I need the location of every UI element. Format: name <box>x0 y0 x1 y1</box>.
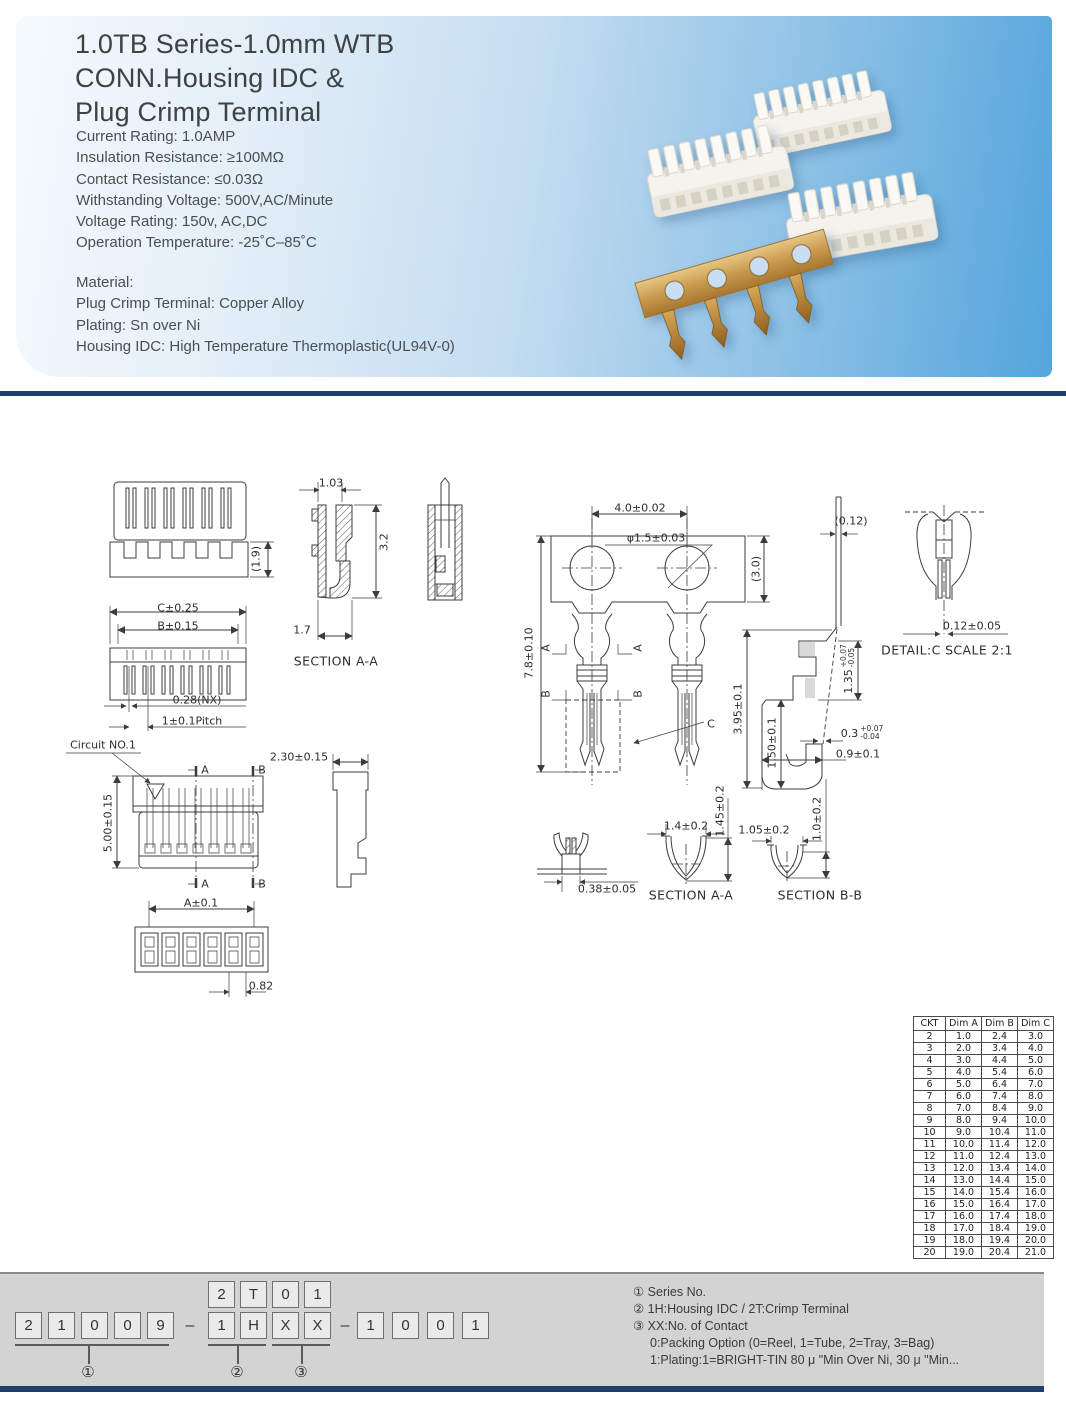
spec-line-5: Operation Temperature: -25˚C–85˚C <box>76 234 317 252</box>
table-row <box>914 1115 1054 1127</box>
dim-label: 0.82 <box>248 979 274 993</box>
spec-line-4: Voltage Rating: 150v, AC,DC <box>76 213 268 231</box>
table-cell: 11.0 <box>946 1151 982 1163</box>
table-row <box>914 1067 1054 1079</box>
table-cell: 12.0 <box>1018 1139 1054 1151</box>
table-cell: 7 <box>914 1091 946 1103</box>
table-row <box>914 1223 1054 1235</box>
material-line-3: Housing IDC: High Temperature Thermoplastic(UL94V-0) <box>76 337 455 355</box>
table-cell: 18.0 <box>946 1235 982 1247</box>
table-cell: 16 <box>914 1199 946 1211</box>
table-row <box>914 1175 1054 1187</box>
dim-label: SECTION A-A <box>293 653 379 669</box>
table-cell: 11.4 <box>982 1139 1018 1151</box>
table-cell: 8.0 <box>1018 1091 1054 1103</box>
table-header-ckt: CKT <box>914 1017 946 1031</box>
title-line-0: 1.0TB Series-1.0mm WTB <box>75 29 395 59</box>
part-number-box-group2-0: 1 <box>208 1312 235 1339</box>
drawing-terminal-cross-section <box>428 478 462 600</box>
table-cell: 9.0 <box>1018 1103 1054 1115</box>
table-row <box>914 1163 1054 1175</box>
dim-label: 3.2 <box>377 533 391 551</box>
table-cell: 13.0 <box>1018 1151 1054 1163</box>
table-header-dim-b: Dim B <box>982 1017 1018 1031</box>
table-header-dim-a: Dim A <box>946 1017 982 1031</box>
dim-label: 0.38±0.05 <box>577 882 637 896</box>
dim-label: C <box>707 717 715 731</box>
dim-label: 3.95±0.1 <box>731 683 745 735</box>
dim-label: 1.50±0.1 <box>765 717 779 769</box>
table-cell: 10.0 <box>946 1139 982 1151</box>
table-row <box>914 1199 1054 1211</box>
drawing-detail-c <box>903 505 1008 634</box>
table-cell: 11.0 <box>1018 1127 1054 1139</box>
spec-line-2: Contact Resistance: ≤0.03Ω <box>76 170 264 188</box>
callout-leader-3 <box>301 1346 303 1364</box>
part-number-box-group2-2: X <box>272 1312 299 1339</box>
dim-label-tolerance: 1.35 +0.07 -0.05 <box>839 644 856 694</box>
table-cell: 7.4 <box>982 1091 1018 1103</box>
table-cell: 3 <box>914 1043 946 1055</box>
table-row <box>914 1247 1054 1259</box>
table-cell: 20.0 <box>1018 1235 1054 1247</box>
table-cell: 10 <box>914 1127 946 1139</box>
table-cell: 12.0 <box>946 1163 982 1175</box>
table-cell: 17.0 <box>946 1223 982 1235</box>
table-cell: 16.4 <box>982 1199 1018 1211</box>
spec-line-0: Current Rating: 1.0AMP <box>76 128 236 145</box>
table-cell: 15.0 <box>946 1199 982 1211</box>
table-row <box>914 1187 1054 1199</box>
drawing-carrier-strip <box>536 506 770 785</box>
table-cell: 4.4 <box>982 1055 1018 1067</box>
part-number-box-top_row-1: T <box>240 1281 267 1308</box>
table-cell: 11 <box>914 1139 946 1151</box>
dim-label: A <box>201 877 209 891</box>
dim-label: φ1.5±0.03 <box>626 531 686 545</box>
table-cell: 17.0 <box>1018 1199 1054 1211</box>
title-line-2: Plug Crimp Terminal <box>75 97 322 127</box>
dim-label: 7.8±0.10 <box>522 627 536 679</box>
dim-label: B±0.15 <box>157 619 199 633</box>
table-cell: 4.0 <box>946 1067 982 1079</box>
dim-label: 1.45±0.2 <box>713 785 727 837</box>
table-cell: 19 <box>914 1235 946 1247</box>
dim-label: (0.12) <box>834 514 868 528</box>
dim-label: 1.0±0.2 <box>810 796 824 842</box>
table-cell: 20 <box>914 1247 946 1259</box>
material-line-0: Material: <box>76 274 134 291</box>
table-cell: 20.4 <box>982 1247 1018 1259</box>
dim-label: 1.03 <box>318 476 344 490</box>
callout-number-2: ② <box>230 1363 244 1381</box>
part-number-separator: – <box>340 1317 350 1334</box>
dim-label: 0.9±0.1 <box>835 747 881 761</box>
dim-label: B <box>539 690 553 698</box>
table-cell: 16.0 <box>1018 1187 1054 1199</box>
table-cell: 8 <box>914 1103 946 1115</box>
dim-label: A±0.1 <box>183 896 219 910</box>
table-cell: 21.0 <box>1018 1247 1054 1259</box>
table-cell: 6.0 <box>1018 1067 1054 1079</box>
dim-label: C±0.25 <box>157 601 199 615</box>
table-cell: 16.0 <box>946 1211 982 1223</box>
table-cell: 14.0 <box>1018 1163 1054 1175</box>
dim-label: A <box>631 644 645 652</box>
table-cell: 12.4 <box>982 1151 1018 1163</box>
table-cell: 14.0 <box>946 1187 982 1199</box>
dim-label: Circuit NO.1 <box>70 738 136 752</box>
dim-label: 1.4±0.2 <box>663 819 709 833</box>
table-cell: 9.0 <box>946 1127 982 1139</box>
table-cell: 15.4 <box>982 1187 1018 1199</box>
table-cell: 19.0 <box>1018 1223 1054 1235</box>
table-cell: 6.0 <box>946 1091 982 1103</box>
dim-label: 2.30±0.15 <box>269 750 329 764</box>
dim-label: 5.00±0.15 <box>101 793 115 853</box>
part-number-box-top_row-0: 2 <box>208 1281 235 1308</box>
table-cell: 5.0 <box>1018 1055 1054 1067</box>
table-row <box>914 1211 1054 1223</box>
footer-bar <box>0 1386 1044 1392</box>
table-cell: 4 <box>914 1055 946 1067</box>
dim-label: (3.0) <box>749 555 763 583</box>
table-cell: 17 <box>914 1211 946 1223</box>
table-cell: 17.4 <box>982 1211 1018 1223</box>
part-number-box-group2-1: H <box>240 1312 267 1339</box>
part-number-legend <box>633 1284 959 1369</box>
table-cell: 19.0 <box>946 1247 982 1259</box>
material-line-2: Plating: Sn over Ni <box>76 316 201 334</box>
dim-label: B <box>258 763 266 777</box>
table-row <box>914 1031 1054 1043</box>
table-row <box>914 1043 1054 1055</box>
legend-line-3: 0:Packing Option (0=Reel, 1=Tube, 2=Tray, 3=Bag) <box>650 1336 935 1350</box>
table-cell: 18.4 <box>982 1223 1018 1235</box>
table-cell: 5 <box>914 1067 946 1079</box>
dim-label: (1.9) <box>249 545 263 573</box>
table-cell: 18 <box>914 1223 946 1235</box>
dim-label: 1±0.1Pitch <box>161 714 223 728</box>
table-cell: 2.4 <box>982 1031 1018 1043</box>
table-cell: 15 <box>914 1187 946 1199</box>
part-number-separator: – <box>185 1317 195 1334</box>
table-header-dim-c: Dim C <box>1018 1017 1054 1031</box>
callout-leader-2 <box>237 1346 239 1364</box>
table-cell: 18.0 <box>1018 1211 1054 1223</box>
part-number-box-top_row-3: 1 <box>304 1281 331 1308</box>
callout-leader-1 <box>88 1346 90 1364</box>
callout-number-1: ① <box>81 1363 95 1381</box>
part-number-box-group1-3: 0 <box>114 1312 141 1339</box>
dim-label: 0.28(NX) <box>172 693 222 707</box>
table-cell: 6.4 <box>982 1079 1018 1091</box>
dim-label-tolerance: 0.3 +0.07 -0.04 <box>840 724 884 741</box>
material-line-1: Plug Crimp Terminal: Copper Alloy <box>76 295 305 313</box>
dim-label: A <box>539 644 553 652</box>
table-cell: 3.4 <box>982 1043 1018 1055</box>
table-cell: 14.4 <box>982 1175 1018 1187</box>
table-cell: 6 <box>914 1079 946 1091</box>
table-cell: 2.0 <box>946 1043 982 1055</box>
table-cell: 10.0 <box>1018 1115 1054 1127</box>
table-cell: 13.4 <box>982 1163 1018 1175</box>
part-number-box-group3-1: 0 <box>392 1312 419 1339</box>
table-cell: 3.0 <box>1018 1031 1054 1043</box>
callout-number-3: ③ <box>294 1363 308 1381</box>
dim-label: SECTION A-A <box>648 887 734 903</box>
dim-label: A <box>201 763 209 777</box>
table-row <box>914 1139 1054 1151</box>
part-number-box-group1-4: 9 <box>147 1312 174 1339</box>
spec-line-1: Insulation Resistance: ≥100MΩ <box>76 149 284 167</box>
legend-line-1: ② 1H:Housing IDC / 2T:Crimp Terminal <box>633 1302 849 1316</box>
part-number-box-group1-1: 1 <box>48 1312 75 1339</box>
table-cell: 3.0 <box>946 1055 982 1067</box>
drawing-section-bb-small <box>752 836 830 882</box>
table-cell: 9.4 <box>982 1115 1018 1127</box>
table-cell: 5.4 <box>982 1067 1018 1079</box>
title-line-1: CONN.Housing IDC & <box>75 63 345 93</box>
part-number-box-top_row-2: 0 <box>272 1281 299 1308</box>
table-cell: 13.0 <box>946 1175 982 1187</box>
dim-label: 4.0±0.02 <box>614 501 666 515</box>
table-row <box>914 1091 1054 1103</box>
part-number-box-group2-3: X <box>304 1312 331 1339</box>
part-number-box-group3-0: 1 <box>357 1312 384 1339</box>
legend-line-4: 1:Plating:1=BRIGHT-TIN 80 μ "Min Over Ni, 30 μ "Min... <box>650 1353 960 1367</box>
table-cell: 7.0 <box>946 1103 982 1115</box>
dim-label: 1.7 <box>293 623 311 637</box>
table-cell: 14 <box>914 1175 946 1187</box>
table-cell: 7.0 <box>1018 1079 1054 1091</box>
part-number-box-group1-2: 0 <box>81 1312 108 1339</box>
table-cell: 4.0 <box>1018 1043 1054 1055</box>
group1-underline <box>15 1344 169 1346</box>
part-number-box-group3-3: 1 <box>462 1312 489 1339</box>
dim-label: SECTION B-B <box>777 887 863 903</box>
dim-label: 1.05±0.2 <box>738 823 790 837</box>
table-row <box>914 1127 1054 1139</box>
table-cell: 13 <box>914 1163 946 1175</box>
table-cell: 19.4 <box>982 1235 1018 1247</box>
part-number-box-group1-0: 2 <box>15 1312 42 1339</box>
table-cell: 8.0 <box>946 1115 982 1127</box>
dim-label: B <box>258 877 266 891</box>
table-cell: 9 <box>914 1115 946 1127</box>
table-row <box>914 1235 1054 1247</box>
table-cell: 8.4 <box>982 1103 1018 1115</box>
dim-label: DETAIL:C SCALE 2:1 <box>881 642 1013 658</box>
drawing-section-aa-housing <box>299 482 382 640</box>
table-cell: 5.0 <box>946 1079 982 1091</box>
table-row <box>914 1079 1054 1091</box>
dim-label: B <box>631 690 645 698</box>
legend-line-2: ③ XX:No. of Contact <box>633 1319 748 1333</box>
table-cell: 12 <box>914 1151 946 1163</box>
legend-line-0: ① Series No. <box>633 1285 707 1299</box>
table-row <box>914 1151 1054 1163</box>
part-number-box-group3-2: 0 <box>427 1312 454 1339</box>
table-cell: 15.0 <box>1018 1175 1054 1187</box>
table-cell: 10.4 <box>982 1127 1018 1139</box>
table-cell: 1.0 <box>946 1031 982 1043</box>
ckt-dimension-table <box>913 1016 1054 1259</box>
dim-label: 0.12±0.05 <box>942 619 1002 633</box>
table-cell: 2 <box>914 1031 946 1043</box>
spec-line-3: Withstanding Voltage: 500V,AC/Minute <box>76 191 334 209</box>
table-row <box>914 1055 1054 1067</box>
table-row <box>914 1103 1054 1115</box>
